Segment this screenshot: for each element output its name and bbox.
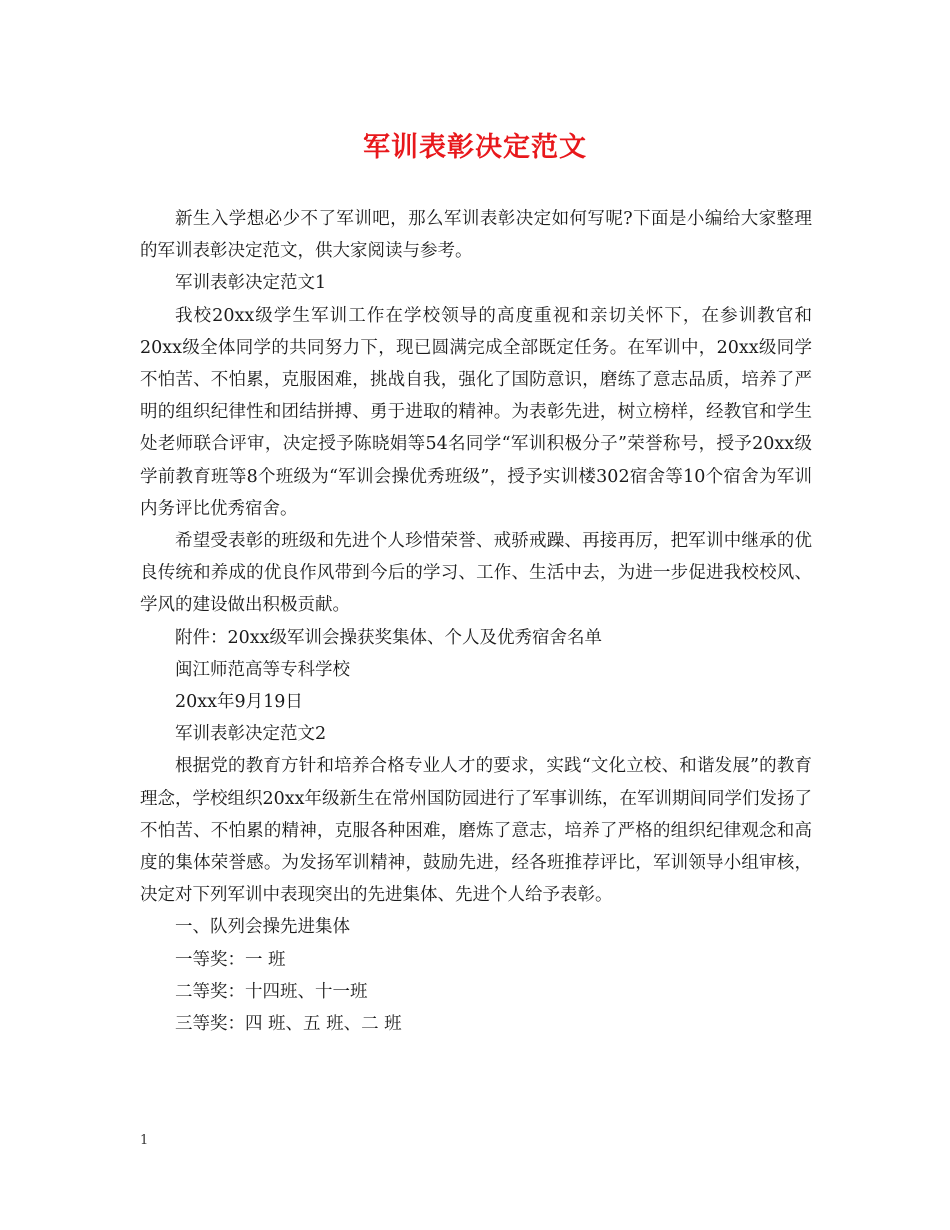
award-third-prize: 三等奖：四 班、五 班、二 班	[175, 1014, 402, 1035]
section-heading-1: 军训表彰决定范文1	[175, 273, 327, 294]
paragraph-date: 20xx年9月19日	[175, 692, 303, 713]
paragraph-decision-2: 根据党的教育方针和培养合格专业人才的要求，实践“文化立校、和谐发展”的教育理念，学校组织20xx年级新生在常州国防园进行了军事训练，在军训期间同学们发扬了不怕苦、不怕累的精神，克服各种困难，磨炼了意志，培养了严格的组织纪律观念和高度的集体荣誉感。为发扬军训精神，鼓励先进，经各班推荐评比，军训领导小组审核，决定对下列军训中表现突出的先进集体、先进个人给予表彰。	[140, 756, 813, 906]
award-first-prize: 一等奖：一 班	[175, 949, 286, 970]
list-heading-collective: 一、队列会操先进集体	[175, 917, 350, 938]
paragraph-hope: 希望受表彰的班级和先进个人珍惜荣誉、戒骄戒躁、再接再厉，把军训中继承的优良传统和养成的优良作风带到今后的学习、工作、生活中去，为进一步促进我校校风、学风的建设做出积极贡献。	[140, 531, 812, 616]
paragraph-decision-1: 我校20xx级学生军训工作在学校领导的高度重视和亲切关怀下，在参训教官和20xx级全体同学的共同努力下，现已圆满完成全部既定任务。在军训中，20xx级同学不怕苦、不怕累，克服困难，挑战自我，强化了国防意识，磨练了意志品质，培养了严明的组织纪律性和团结拼搏、勇于进取的精神。为表彰先进，树立榜样，经教官和学生处老师联合评审，决定授予陈晓娟等54名同学“军训积极分子”荣誉称号，授予20xx级学前教育班等8个班级为“军训会操优秀班级”，授予实训楼302宿舍等10个宿舍为军训内务评比优秀宿舍。	[140, 305, 812, 519]
document-title: 军训表彰决定范文	[363, 132, 587, 163]
award-second-prize: 二等奖：十四班、十一班	[175, 981, 368, 1002]
page-number: 1	[140, 1133, 149, 1148]
document-body	[140, 203, 812, 1040]
section-heading-2: 军训表彰决定范文2	[175, 724, 327, 745]
paragraph-school-name: 闽江师范高等专科学校	[175, 659, 350, 680]
paragraph-intro: 新生入学想必少不了军训吧，那么军训表彰决定如何写呢?下面是小编给大家整理的军训表彰决定范文，供大家阅读与参考。	[140, 209, 812, 262]
paragraph-attachment: 附件：20xx级军训会操获奖集体、个人及优秀宿舍名单	[175, 627, 603, 648]
